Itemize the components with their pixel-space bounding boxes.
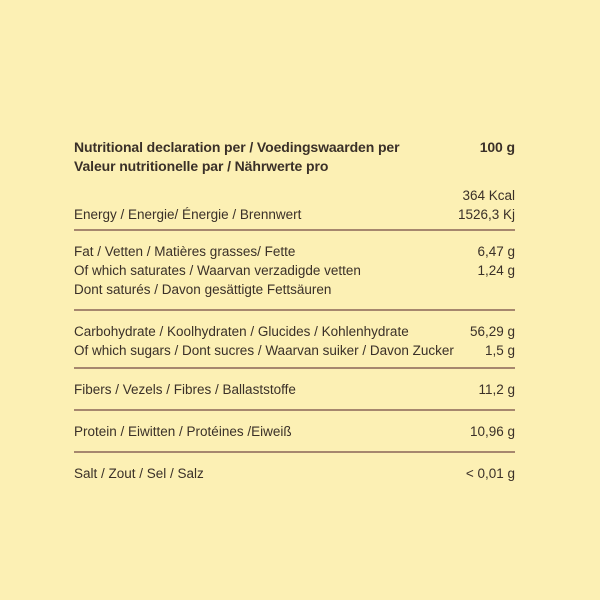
fibers-value: 11,2 g xyxy=(478,382,515,397)
sugars-label: Of which sugars / Dont sucres / Waarvan suiker / Davon Zucker xyxy=(74,343,454,358)
energy-label-col xyxy=(74,186,301,224)
header-title-line1: Nutritional declaration per / Voedingswaarden per xyxy=(74,139,400,155)
protein-value: 10,96 g xyxy=(469,424,515,439)
fat-label: Fat / Vetten / Matières grasses/ Fette xyxy=(74,244,296,259)
divider xyxy=(74,451,515,453)
header-title-line2: Valeur nutritionelle par / Nährwerte pro xyxy=(74,158,329,174)
fat-group xyxy=(74,242,515,299)
saturates-label-col xyxy=(74,261,361,299)
energy-label: Energy / Energie/ Énergie / Brennwert xyxy=(74,207,302,222)
fat-row xyxy=(74,242,515,261)
saturates-label-line2: Dont saturés / Davon gesättigte Fettsäuren xyxy=(74,282,332,297)
salt-label: Salt / Zout / Sel / Salz xyxy=(74,466,204,481)
table-header xyxy=(74,138,515,176)
energy-kcal: 364 Kcal xyxy=(462,188,515,203)
fibers-row xyxy=(74,380,515,399)
energy-row xyxy=(74,186,515,224)
divider xyxy=(74,309,515,311)
energy-kj: 1526,3 Kj xyxy=(457,207,515,222)
salt-row xyxy=(74,464,515,483)
fibers-label: Fibers / Vezels / Fibres / Ballaststoffe xyxy=(74,382,296,397)
carbohydrate-row xyxy=(74,322,515,341)
carbohydrate-label: Carbohydrate / Koolhydraten / Glucides / Kohlenhydrate xyxy=(74,324,409,339)
divider xyxy=(74,229,515,231)
carbohydrate-group xyxy=(74,322,515,360)
fat-value: 6,47 g xyxy=(477,244,515,259)
protein-row xyxy=(74,422,515,441)
divider xyxy=(74,367,515,369)
saturates-value: 1,24 g xyxy=(477,263,515,278)
divider xyxy=(74,409,515,411)
salt-value: < 0,01 g xyxy=(465,466,515,481)
saturates-label-line1: Of which saturates / Waarvan verzadigde vetten xyxy=(74,263,361,278)
sugars-value: 1,5 g xyxy=(484,343,515,358)
protein-label: Protein / Eiwitten / Protéines /Eiweiß xyxy=(74,424,292,439)
header-titles xyxy=(74,138,399,176)
saturates-row xyxy=(74,261,515,299)
carbohydrate-value: 56,29 g xyxy=(469,324,515,339)
energy-values xyxy=(458,186,515,224)
header-amount: 100 g xyxy=(479,139,515,155)
nutrition-table xyxy=(74,138,515,483)
sugars-row xyxy=(74,341,515,360)
